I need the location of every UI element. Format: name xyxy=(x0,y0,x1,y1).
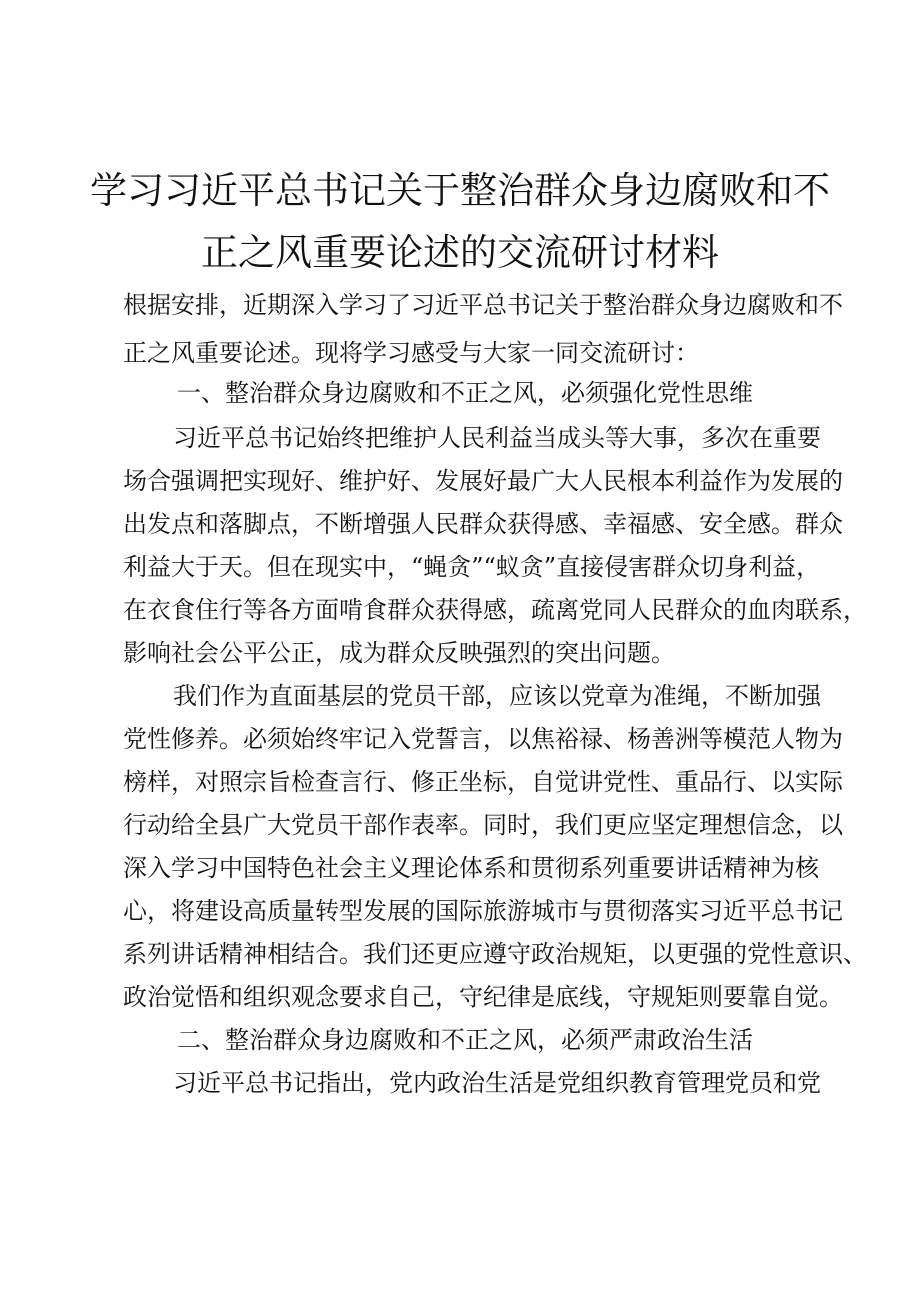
section-1-para-2-line-1: 我们作为直面基层的党员干部，应该以党章为准绳，不断加强 xyxy=(173,682,821,710)
section-2-para-1-line-1: 习近平总书记指出，党内政治生活是党组织教育管理党员和党 xyxy=(173,1069,821,1097)
intro-line-1: 根据安排，近期深入学习了习近平总书记关于整治群众身边腐败和不 xyxy=(123,291,843,319)
section-1-para-1-line-5: 在衣食住行等各方面啃食群众获得感，疏离党同人民群众的血肉联系， xyxy=(123,596,867,624)
section-1-para-2-line-2: 党性修养。必须始终牢记入党誓言，以焦裕禄、杨善洲等模范人物为 xyxy=(123,725,843,753)
section-1-para-2-line-6: 心，将建设高质量转型发展的国际旅游城市与贯彻落实习近平总书记 xyxy=(123,897,843,925)
section-1-para-2-line-5: 深入学习中国特色社会主义理论体系和贯彻系列重要讲话精神为核 xyxy=(123,854,819,882)
section-1-para-2-line-8: 政治觉悟和组织观念要求自己，守纪律是底线，守规矩则要靠自觉。 xyxy=(123,983,843,1011)
document-title-line-1: 学习习近平总书记关于整治群众身边腐败和不 xyxy=(90,169,830,212)
section-1-heading: 一、整治群众身边腐败和不正之风，必须强化党性思维 xyxy=(177,379,753,407)
section-1-para-2-line-4: 行动给全县广大党员干部作表率。同时，我们更应坚定理想信念，以 xyxy=(123,811,843,839)
section-1-para-1-line-2: 场合强调把实现好、维护好、发展好最广大人民根本利益作为发展的 xyxy=(123,467,843,495)
document-title-line-2: 正之风重要论述的交流研讨材料 xyxy=(201,231,719,274)
section-1-para-2-line-3: 榜样，对照宗旨检查言行、修正坐标，自觉讲党性、重品行、以实际 xyxy=(123,768,843,796)
section-1-para-2-line-7: 系列讲话精神相结合。我们还更应遵守政治规矩，以更强的党性意识、 xyxy=(123,940,867,968)
section-1-para-1-line-6: 影响社会公平公正，成为群众反映强烈的突出问题。 xyxy=(123,639,675,667)
section-2-heading: 二、整治群众身边腐败和不正之风，必须严肃政治生活 xyxy=(177,1026,753,1054)
intro-line-2: 正之风重要论述。现将学习感受与大家一同交流研讨： xyxy=(123,339,699,367)
section-1-para-1-line-4: 利益大于天。但在现实中，“蝇贪”“蚁贪”直接侵害群众切身利益， xyxy=(123,553,821,581)
section-1-para-1-line-3: 出发点和落脚点，不断增强人民群众获得感、幸福感、安全感。群众 xyxy=(123,510,843,538)
section-1-para-1-line-1: 习近平总书记始终把维护人民利益当成头等大事，多次在重要 xyxy=(173,424,821,452)
